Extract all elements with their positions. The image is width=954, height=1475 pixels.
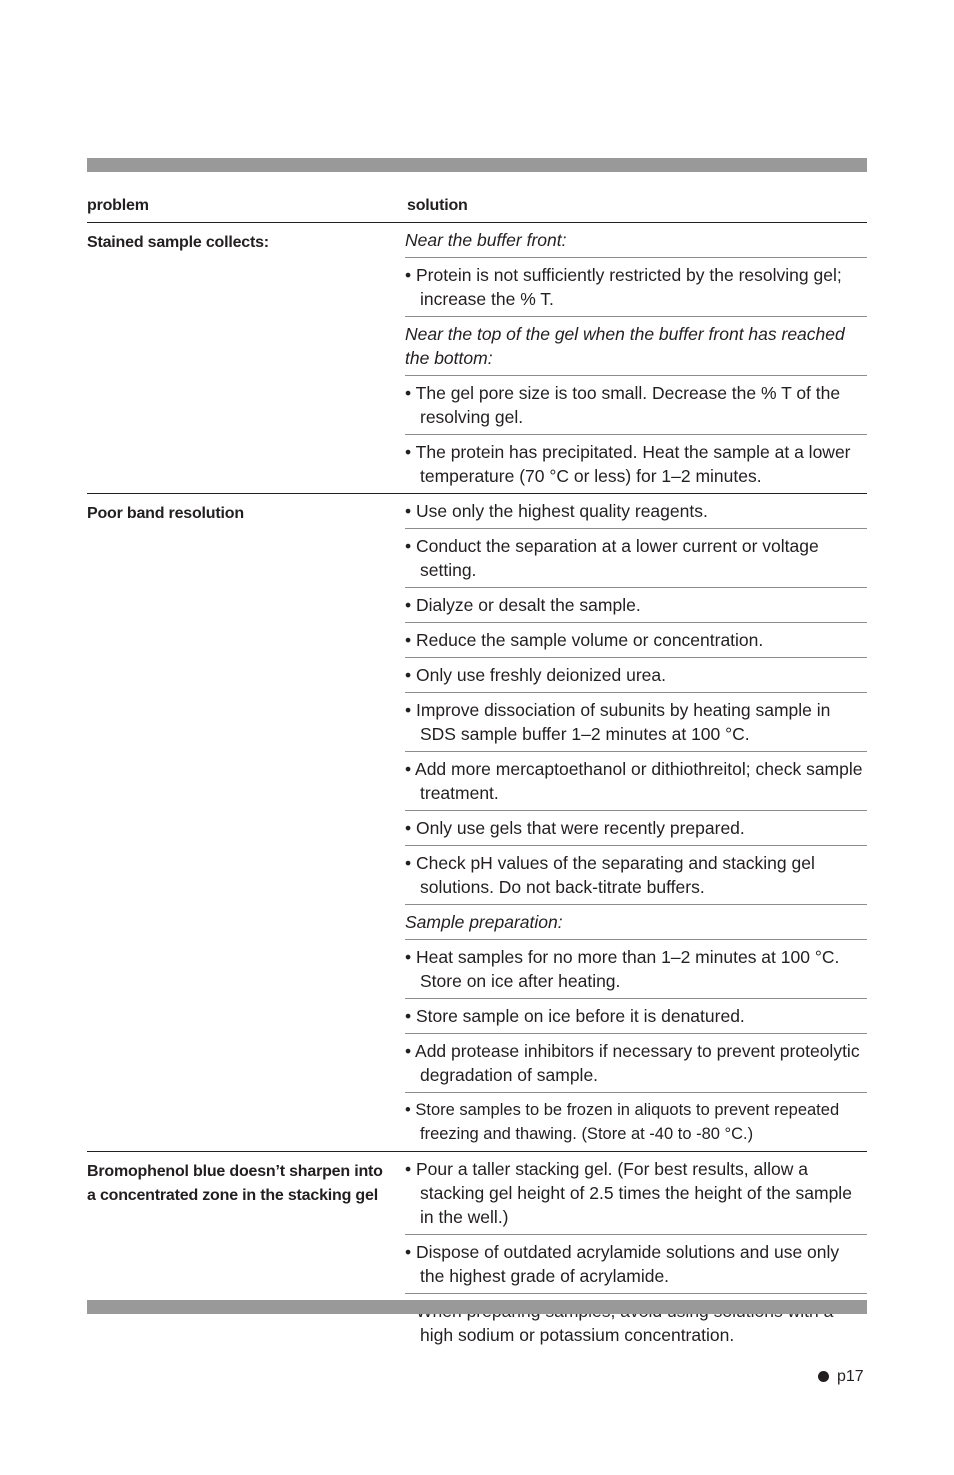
solution-item: • Only use freshly deionized urea. xyxy=(405,658,867,693)
solution-item: • Add protease inhibitors if necessary to prevent proteolytic degradation of sample. xyxy=(405,1034,867,1093)
solution-item: • Store sample on ice before it is denatured. xyxy=(405,999,867,1034)
bullet-dot-icon xyxy=(818,1371,829,1382)
solution-subheading: Sample preparation: xyxy=(405,905,867,940)
solution-item: • Only use gels that were recently prepared. xyxy=(405,811,867,846)
problem-cell: Bromophenol blue doesn’t sharpen into a concentrated zone in the stacking gel xyxy=(87,1163,383,1204)
top-rule-bar xyxy=(87,158,867,172)
table-row xyxy=(87,1152,867,1352)
table-row xyxy=(87,223,867,494)
solution-item: • Pour a taller stacking gel. (For best results, allow a stacking gel height of 2.5 times the height of the sample in the well.) xyxy=(405,1152,867,1235)
solution-subheading: Near the top of the gel when the buffer front has reached the bottom: xyxy=(405,317,867,376)
page-footer xyxy=(818,1368,864,1386)
solution-item: • Use only the highest quality reagents. xyxy=(405,494,867,529)
solution-item: • Store samples to be frozen in aliquots to prevent repeated freezing and thawing. (Store at -40 to -80 °C.) xyxy=(405,1101,840,1143)
header-solution: solution xyxy=(407,197,468,214)
solution-item: • Heat samples for no more than 1–2 minutes at 100 °C. Store on ice after heating. xyxy=(405,940,867,999)
solution-list xyxy=(405,494,867,1151)
table-row xyxy=(87,494,867,1152)
solution-item: • Conduct the separation at a lower current or voltage setting. xyxy=(405,529,867,588)
solution-item: • The protein has precipitated. Heat the sample at a lower temperature (70 °C or less) for 1–2 minutes. xyxy=(405,442,851,486)
problem-cell: Poor band resolution xyxy=(87,505,244,522)
table-header xyxy=(87,193,867,223)
solution-item: • Add more mercaptoethanol or dithiothreitol; check sample treatment. xyxy=(405,752,867,811)
solution-item: • Improve dissociation of subunits by heating sample in SDS sample buffer 1–2 minutes at 100 °C. xyxy=(405,693,867,752)
solution-item: • Check pH values of the separating and stacking gel solutions. Do not back-titrate buffers. xyxy=(405,846,867,905)
solution-item: • Reduce the sample volume or concentration. xyxy=(405,623,867,658)
solution-item: • Dialyze or desalt the sample. xyxy=(405,588,867,623)
table-body xyxy=(87,223,867,1352)
solution-subheading: Near the buffer front: xyxy=(405,223,867,258)
solution-item: • The gel pore size is too small. Decrease the % T of the resolving gel. xyxy=(405,376,867,435)
solution-item: • Dispose of outdated acrylamide solutions and use only the highest grade of acrylamide. xyxy=(405,1235,867,1294)
problem-cell: Stained sample collects: xyxy=(87,234,269,251)
bottom-rule-bar xyxy=(87,1300,867,1314)
troubleshooting-table xyxy=(87,193,867,1352)
solution-list xyxy=(405,223,867,493)
page-number: p17 xyxy=(837,1368,864,1385)
solution-item: • Protein is not sufficiently restricted by the resolving gel; increase the % T. xyxy=(405,258,867,317)
header-problem: problem xyxy=(87,197,149,214)
solution-item: high sodium or potassium concentration. xyxy=(420,1325,735,1345)
solution-list xyxy=(405,1152,867,1352)
